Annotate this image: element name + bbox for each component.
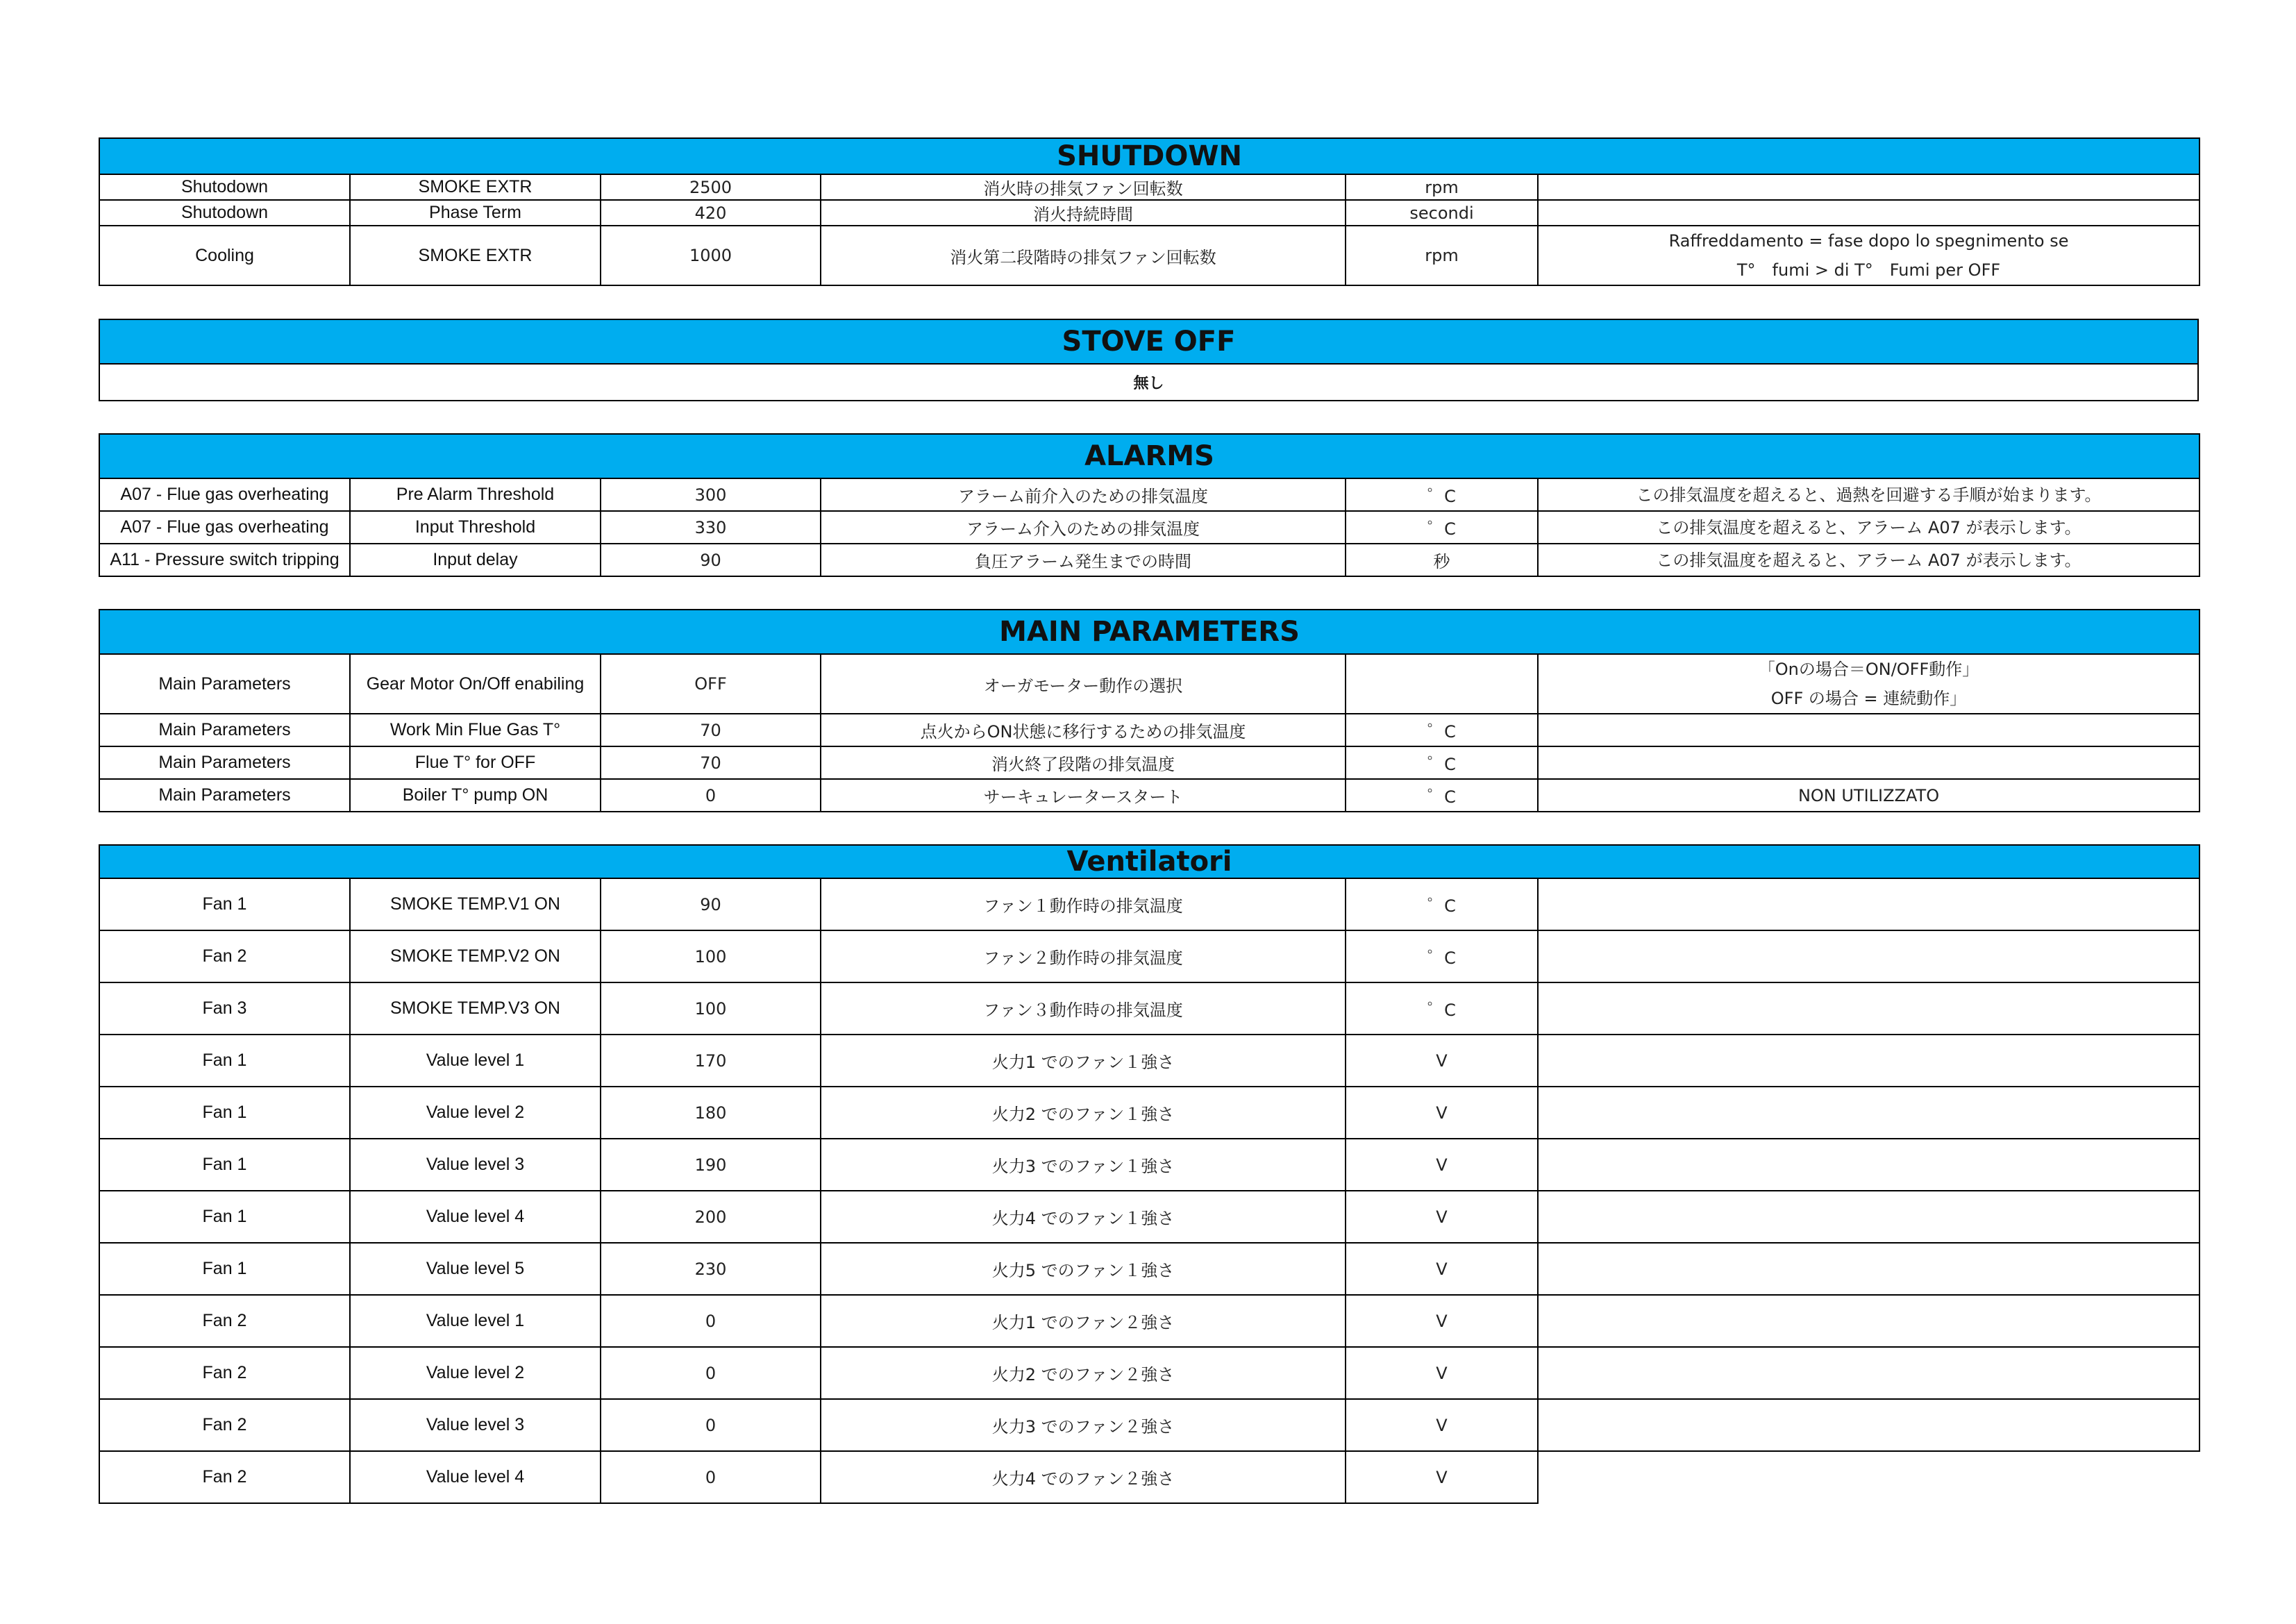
note-cell (1538, 1035, 2199, 1087)
description-cell: 消火第二段階時の排気ファン回転数 (821, 226, 1346, 285)
note-cell (1538, 1139, 2199, 1191)
parameter-name-cell: SMOKE EXTR (350, 174, 601, 200)
category-cell: Main Parameters (99, 746, 350, 779)
value-cell: 70 (601, 714, 821, 746)
alarms-table (99, 433, 2200, 577)
parameter-name-cell: Value level 1 (350, 1295, 601, 1347)
unit-cell: V (1346, 1243, 1538, 1295)
unit-cell: V (1346, 1399, 1538, 1451)
parameter-name-cell: Value level 4 (350, 1451, 601, 1503)
category-cell: Fan 1 (99, 1139, 350, 1191)
parameter-name-cell: SMOKE TEMP.V2 ON (350, 930, 601, 982)
section-title: MAIN PARAMETERS (99, 610, 2199, 654)
unit-cell: rpm (1346, 174, 1538, 200)
note-line: この排気温度を超えると、アラーム A07 が表示します。 (1656, 517, 2081, 537)
note-cell (1538, 714, 2199, 746)
note-line: 「Onの場合＝ON/OFF動作」 (1758, 660, 1979, 679)
note-line: この排気温度を超えると、アラーム A07 が表示します。 (1656, 550, 2081, 570)
unit-cell: V (1346, 1347, 1538, 1399)
unit-cell: V (1346, 1451, 1538, 1503)
section-title: Ventilatori (99, 845, 2199, 878)
category-cell: Fan 1 (99, 1243, 350, 1295)
value-cell: 200 (601, 1191, 821, 1243)
unit-cell: V (1346, 1295, 1538, 1347)
parameter-name-cell: Pre Alarm Threshold (350, 478, 601, 511)
unit-cell: ゜C (1346, 982, 1538, 1035)
table-row (99, 1035, 2199, 1087)
category-cell: Fan 1 (99, 878, 350, 930)
description-cell: 火力1 でのファン１強さ (821, 1035, 1346, 1087)
note-cell (1538, 1399, 2199, 1451)
description-cell: 火力4 でのファン２強さ (821, 1451, 1346, 1503)
note-cell (1538, 1295, 2199, 1347)
section-header (99, 610, 2199, 654)
parameter-name-cell: Value level 4 (350, 1191, 601, 1243)
category-cell: Shutodown (99, 174, 350, 200)
main-parameters-section (99, 609, 2199, 812)
ventilatori-table (99, 844, 2200, 1504)
unit-cell: ゜C (1346, 746, 1538, 779)
category-cell: A07 - Flue gas overheating (99, 511, 350, 544)
note-cell (1538, 1087, 2199, 1139)
table-row (99, 878, 2199, 930)
note-cell (1538, 544, 2199, 576)
main-parameters-table (99, 609, 2200, 812)
note-line: この排気温度を超えると、過熱を回避する手順が始まります。 (1636, 485, 2102, 505)
note-line: OFF の場合 = 連続動作」 (1770, 689, 1967, 708)
parameter-name-cell: Value level 2 (350, 1087, 601, 1139)
note-cell (1538, 654, 2199, 714)
note-line: Raffreddamento = fase dopo lo spegnimento se (1668, 231, 2069, 251)
parameter-name-cell: Value level 3 (350, 1399, 601, 1451)
unit-cell (1346, 654, 1538, 714)
value-cell: 180 (601, 1087, 821, 1139)
description-cell: 火力4 でのファン１強さ (821, 1191, 1346, 1243)
parameter-name-cell: Input Threshold (350, 511, 601, 544)
table-row (99, 1451, 2199, 1503)
category-cell: Main Parameters (99, 779, 350, 812)
parameter-name-cell: Value level 3 (350, 1139, 601, 1191)
description-cell: 消火時の排気ファン回転数 (821, 174, 1346, 200)
parameter-name-cell: Gear Motor On/Off enabiling (350, 654, 601, 714)
section-header (99, 319, 2198, 364)
table-row (99, 1191, 2199, 1243)
value-cell: 170 (601, 1035, 821, 1087)
value-cell: 100 (601, 982, 821, 1035)
no-parameters-text: 無し (99, 364, 2198, 401)
note-cell (1538, 878, 2199, 930)
table-row (99, 1087, 2199, 1139)
unit-cell: ゜C (1346, 478, 1538, 511)
section-header (99, 845, 2199, 878)
unit-cell: ゜C (1346, 878, 1538, 930)
value-cell: 190 (601, 1139, 821, 1191)
section-title: ALARMS (99, 434, 2199, 478)
note-cell (1538, 779, 2199, 812)
unit-cell: V (1346, 1035, 1538, 1087)
note-cell (1538, 746, 2199, 779)
description-cell: ファン３動作時の排気温度 (821, 982, 1346, 1035)
note-cell (1538, 1243, 2199, 1295)
unit-cell: V (1346, 1191, 1538, 1243)
description-cell: 火力1 でのファン２強さ (821, 1295, 1346, 1347)
parameter-name-cell: Input delay (350, 544, 601, 576)
value-cell: 330 (601, 511, 821, 544)
description-cell: ファン２動作時の排気温度 (821, 930, 1346, 982)
document (99, 137, 2199, 1537)
note-line: T° fumi > di T° Fumi per OFF (1736, 260, 2001, 280)
table-row (99, 226, 2199, 285)
shutdown-table (99, 137, 2200, 286)
note-cell (1538, 930, 2199, 982)
unit-cell: V (1346, 1139, 1538, 1191)
description-cell: 負圧アラーム発生までの時間 (821, 544, 1346, 576)
category-cell: Cooling (99, 226, 350, 285)
table-row (99, 982, 2199, 1035)
note-cell (1538, 511, 2199, 544)
description-cell: アラーム介入のための排気温度 (821, 511, 1346, 544)
unit-cell: ゜C (1346, 930, 1538, 982)
category-cell: Fan 3 (99, 982, 350, 1035)
value-cell: 70 (601, 746, 821, 779)
unit-cell: ゜C (1346, 714, 1538, 746)
alarms-section (99, 433, 2199, 577)
table-row (99, 1243, 2199, 1295)
description-cell: 消火持続時間 (821, 200, 1346, 226)
parameter-name-cell: Work Min Flue Gas T° (350, 714, 601, 746)
stove-off-section (99, 319, 2199, 401)
section-title: STOVE OFF (99, 319, 2198, 364)
value-cell: 0 (601, 1399, 821, 1451)
table-row (99, 174, 2199, 200)
description-cell: 点火からON状態に移行するための排気温度 (821, 714, 1346, 746)
parameter-name-cell: Boiler T° pump ON (350, 779, 601, 812)
description-cell: 火力5 でのファン１強さ (821, 1243, 1346, 1295)
table-row (99, 930, 2199, 982)
note-cell (1538, 1191, 2199, 1243)
value-cell: 2500 (601, 174, 821, 200)
value-cell: OFF (601, 654, 821, 714)
table-row (99, 1347, 2199, 1399)
description-cell: アラーム前介入のための排気温度 (821, 478, 1346, 511)
parameter-name-cell: SMOKE TEMP.V1 ON (350, 878, 601, 930)
value-cell: 90 (601, 544, 821, 576)
category-cell: A07 - Flue gas overheating (99, 478, 350, 511)
note-cell (1538, 200, 2199, 226)
description-cell: オーガモーター動作の選択 (821, 654, 1346, 714)
category-cell: A11 - Pressure switch tripping (99, 544, 350, 576)
table-row (99, 1139, 2199, 1191)
section-header (99, 138, 2199, 174)
note-cell (1538, 1451, 2199, 1503)
description-cell: 火力3 でのファン１強さ (821, 1139, 1346, 1191)
section-title: SHUTDOWN (99, 138, 2199, 174)
note-line: NON UTILIZZATO (1798, 785, 1940, 805)
description-cell: 消火終了段階の排気温度 (821, 746, 1346, 779)
description-cell: 火力3 でのファン２強さ (821, 1399, 1346, 1451)
parameter-name-cell: Value level 1 (350, 1035, 601, 1087)
value-cell: 420 (601, 200, 821, 226)
table-row (99, 544, 2199, 576)
category-cell: Main Parameters (99, 714, 350, 746)
table-row (99, 1295, 2199, 1347)
category-cell: Fan 2 (99, 1347, 350, 1399)
section-header (99, 434, 2199, 478)
parameter-name-cell: Value level 5 (350, 1243, 601, 1295)
parameter-name-cell: Phase Term (350, 200, 601, 226)
value-cell: 300 (601, 478, 821, 511)
value-cell: 0 (601, 1451, 821, 1503)
note-cell (1538, 226, 2199, 285)
table-row (99, 511, 2199, 544)
note-cell (1538, 982, 2199, 1035)
value-cell: 0 (601, 1347, 821, 1399)
description-cell: ファン１動作時の排気温度 (821, 878, 1346, 930)
table-row (99, 654, 2199, 714)
note-cell (1538, 478, 2199, 511)
parameter-name-cell: Flue T° for OFF (350, 746, 601, 779)
category-cell: Fan 1 (99, 1035, 350, 1087)
description-cell: 火力2 でのファン１強さ (821, 1087, 1346, 1139)
unit-cell: rpm (1346, 226, 1538, 285)
category-cell: Fan 2 (99, 1295, 350, 1347)
unit-cell: 秒 (1346, 544, 1538, 576)
table-row (99, 1399, 2199, 1451)
value-cell: 0 (601, 779, 821, 812)
value-cell: 90 (601, 878, 821, 930)
unit-cell: secondi (1346, 200, 1538, 226)
category-cell: Fan 1 (99, 1191, 350, 1243)
parameter-name-cell: Value level 2 (350, 1347, 601, 1399)
table-row (99, 746, 2199, 779)
description-cell: 火力2 でのファン２強さ (821, 1347, 1346, 1399)
ventilatori-section (99, 844, 2199, 1504)
note-cell (1538, 174, 2199, 200)
shutdown-section (99, 137, 2199, 286)
table-row (99, 364, 2198, 401)
unit-cell: V (1346, 1087, 1538, 1139)
category-cell: Fan 2 (99, 1451, 350, 1503)
category-cell: Shutodown (99, 200, 350, 226)
category-cell: Main Parameters (99, 654, 350, 714)
value-cell: 230 (601, 1243, 821, 1295)
note-cell (1538, 1347, 2199, 1399)
unit-cell: ゜C (1346, 779, 1538, 812)
category-cell: Fan 2 (99, 1399, 350, 1451)
category-cell: Fan 2 (99, 930, 350, 982)
unit-cell: ゜C (1346, 511, 1538, 544)
value-cell: 100 (601, 930, 821, 982)
table-row (99, 714, 2199, 746)
stove-off-table (99, 319, 2199, 401)
table-row (99, 200, 2199, 226)
parameter-name-cell: SMOKE EXTR (350, 226, 601, 285)
parameter-name-cell: SMOKE TEMP.V3 ON (350, 982, 601, 1035)
category-cell: Fan 1 (99, 1087, 350, 1139)
value-cell: 0 (601, 1295, 821, 1347)
description-cell: サーキュレータースタート (821, 779, 1346, 812)
table-row (99, 779, 2199, 812)
value-cell: 1000 (601, 226, 821, 285)
table-row (99, 478, 2199, 511)
